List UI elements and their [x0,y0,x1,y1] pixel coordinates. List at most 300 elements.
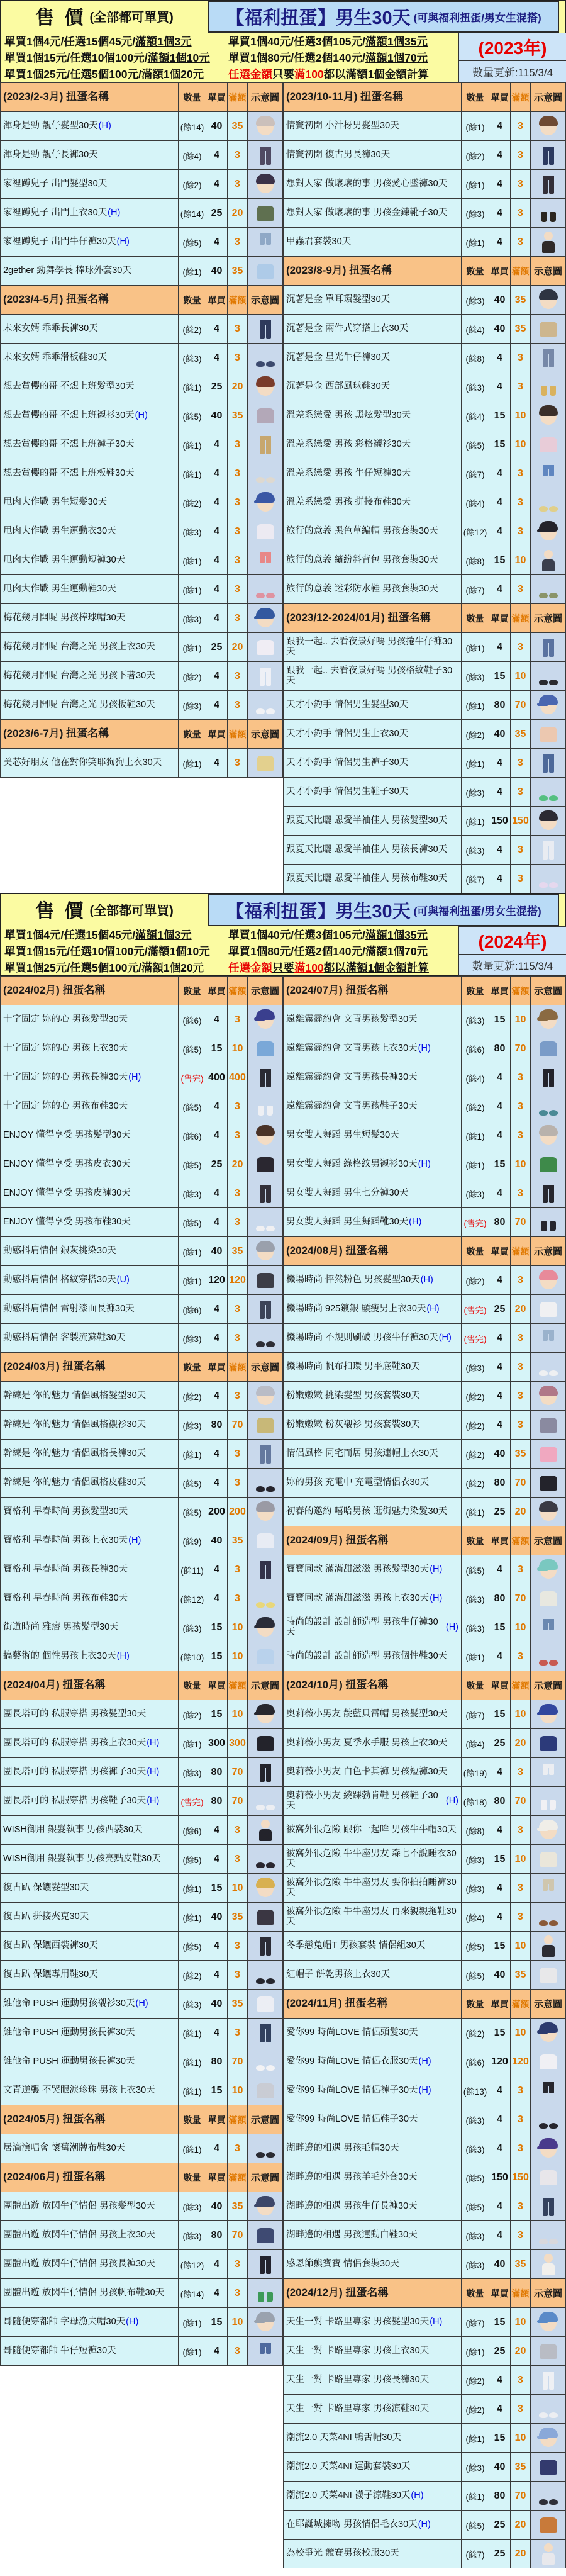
single-buy-price-cell: 4 [489,1555,511,1584]
quantity-update-label: 數量更新:115/3/4 [472,960,553,972]
full-amount-price-cell: 35 [511,315,531,343]
quantity-cell: (餘14) [179,199,206,227]
month-header-label: (2023/2-3月) 扭蛋名稱 [1,83,179,111]
quantity-cell: (餘1) [179,1237,206,1265]
item-name-cell: WISH御用 銀髮執事 男孩西裝30天 [1,1816,179,1844]
item-name-cell: 天生一對 卡路里專家 男孩長褲30天 [284,2366,462,2394]
item-name-cell: 旅行的意義 繽紛斜背包 男孩套裝30天 [284,546,462,574]
set-icon [253,1817,277,1844]
item-image-cell [531,1382,566,1410]
item-row [0,1787,283,1816]
shoes-icon [253,1325,277,1352]
full-amount-price-cell: 3 [228,1324,248,1352]
price-line-segment: 滿100 [294,68,324,81]
quantity-cell: (售完) [462,1295,489,1323]
shorts-icon [536,1759,560,1786]
single-buy-price-cell: 40 [206,112,228,140]
month-header-row [0,1671,283,1700]
quantity-cell: (餘6) [179,1005,206,1034]
item-image-cell [248,344,283,372]
hot-tag: (H) [147,1737,160,1748]
pants-icon [536,2367,560,2394]
quantity-cell: (餘18) [462,1787,489,1815]
full-amount-price-cell: 70 [228,1411,248,1439]
welfare-gacha-title-text: 【福利扭蛋】男生30天 [226,8,411,28]
quantity-cell: (餘1) [462,1121,489,1150]
item-image-cell [248,1816,283,1844]
item-row [283,1179,566,1208]
month-header-row [0,83,283,112]
price-line [228,33,457,50]
quantity-cell: (餘9) [179,1526,206,1555]
single-buy-price-cell: 25 [489,2511,511,2539]
item-image-cell [531,691,566,719]
shorts-icon [253,229,277,255]
full-amount-price-cell: 3 [228,170,248,198]
full-amount-price-cell: 3 [511,1642,531,1671]
item-name-cell: 動感抖肩情侶 銀灰挑染30天 [1,1237,179,1265]
item-image-cell [248,199,283,227]
shoes-icon [253,2136,277,2162]
full-amount-price-cell: 3 [511,112,531,140]
quantity-column-header: 數量 [179,83,206,111]
single-buy-price-cell: 4 [489,865,511,893]
hat-icon [536,2425,560,2451]
single-buy-price-cell: 4 [206,459,228,488]
hot-tag: (H) [128,1072,142,1082]
shoes-icon [253,576,277,603]
full-amount-price-cell: 3 [228,575,248,603]
single-buy-price-cell: 4 [206,1845,228,1873]
item-name-cell: 跟夏天比曬 恩愛半袖佳人 男孩布鞋30天 [284,865,462,893]
full-amount-price-cell: 3 [228,430,248,459]
item-name-cell: 機場時尚 怦然粉色 男孩髮型30天 (H) [284,1266,462,1294]
quantity-column-header: 數量 [462,604,489,632]
item-name-cell: 遠離霧霾約會 文青男孩鞋子30天 [284,1092,462,1121]
item-image-cell [531,1295,566,1323]
quantity-cell: (餘6) [462,1034,489,1063]
item-image-cell [248,372,283,401]
item-name-cell: 被窩外很危險 牛牛座男友 森七不說睡衣30天 [284,1845,462,1873]
single-buy-price-cell: 4 [489,2076,511,2105]
item-image-cell [531,228,566,256]
item-image-cell [248,401,283,430]
item-name-cell: 甩肉大作戰 男生短髮30天 [1,488,179,517]
item-name-cell: 十字固定 妳的心 男孩布鞋30天 [1,1092,179,1121]
single-buy-price-cell: 4 [489,1382,511,1410]
full-amount-price-cell: 3 [228,546,248,574]
item-row [0,228,283,257]
item-row [0,2308,283,2337]
item-image-cell [531,1063,566,1092]
shoes-icon [536,490,560,516]
item-name-cell: 維他命 PUSH 運動男孩襯衫30天 (H) [1,1990,179,2018]
hat-icon [536,2020,560,2046]
quantity-cell: (餘4) [462,401,489,430]
single-buy-price-cell: 4 [206,2279,228,2307]
price-line [228,927,457,943]
item-name-cell: 在耶誕城擁吻 男孩情侶毛衣30天 (H) [284,2511,462,2539]
single-buy-price-cell: 4 [489,112,511,140]
quantity-cell: (餘1) [179,2076,206,2105]
table-panel-right [283,976,566,2568]
item-name-cell: 十字固定 妳的心 男孩上衣30天 [1,1034,179,1063]
item-name-cell: 被窩外很危險 跟你一起哞 男孩牛牛帽30天 [284,1816,462,1844]
single-buy-price-cell: 4 [489,1816,511,1844]
single-buy-column-header: 單買 [206,2163,228,2192]
month-header-row [0,2163,283,2192]
sale-price-title-sub: (全部都可單買) [89,10,174,25]
item-row [283,2105,566,2134]
item-name-cell: 梅花幾月開呢 台灣之光 男孩上衣30天 [1,633,179,661]
single-buy-price-cell: 4 [489,344,511,372]
hot-tag: (H) [426,1303,440,1314]
item-name-cell: 復古趴 保鑣髮型30天 [1,1874,179,1902]
welfare-gacha-title-text: 【福利扭蛋】男生30天 [226,902,411,922]
item-name-cell: 天生一對 卡路里專家 男孩上衣30天 [284,2337,462,2365]
full-amount-price-cell: 3 [511,488,531,517]
full-amount-price-cell: 3 [511,778,531,806]
quantity-cell: (餘14) [179,112,206,140]
item-row [283,575,566,604]
month-header-row [283,1671,566,1700]
single-buy-price-cell: 15 [489,2019,511,2047]
item-image-cell [531,1411,566,1439]
item-image-cell [531,1613,566,1642]
item-image-cell [248,1526,283,1555]
quantity-cell: (餘1) [179,1874,206,1902]
quantity-cell: (餘7) [462,865,489,893]
pants-icon [536,634,560,661]
quantity-cell: (餘19) [462,1758,489,1786]
item-image-cell [531,401,566,430]
hot-tag: (H) [128,1535,142,1545]
hot-tag: (H) [126,2316,139,2327]
single-buy-price-cell: 4 [489,1903,511,1931]
single-buy-price-cell: 4 [206,1179,228,1207]
shorts-icon [253,547,277,574]
item-name-cell: 維他命 PUSH 運動男孩長褲30天 [1,2019,179,2047]
price-line [228,960,457,976]
item-row [283,836,566,865]
item-name-cell: 梅花幾月開呢 男孩棒球帽30天 [1,604,179,632]
single-buy-price-cell: 4 [206,430,228,459]
quantity-cell: (餘3) [462,2453,489,2481]
item-row [0,517,283,546]
quantity-cell: (餘1) [179,749,206,777]
quantity-cell: (餘3) [462,2134,489,2163]
quantity-cell: (餘3) [462,1613,489,1642]
item-row [0,749,283,778]
price-line [4,33,225,50]
item-image-cell [531,1005,566,1034]
full-amount-price-cell: 70 [511,1208,531,1236]
item-name-cell: 寶寶同款 滿滿甜滋滋 男孩髮型30天 (H) [284,1555,462,1584]
item-image-cell [531,1729,566,1757]
pants-icon [536,171,560,198]
hot-tag: (H) [418,2056,431,2066]
item-name-cell: 街道時尚 雅痞 男孩髮型30天 [1,1613,179,1642]
single-buy-price-cell: 4 [206,2337,228,2365]
quantity-cell: (餘3) [179,1758,206,1786]
full-amount-price-cell: 120 [511,2047,531,2076]
item-row [283,662,566,691]
item-image-cell [531,2221,566,2249]
single-buy-price-cell: 40 [206,1237,228,1265]
hat-icon [536,2309,560,2336]
item-row [283,749,566,778]
image-column-header: 示意圖 [531,1990,566,2018]
price-line-segment: 單買1個40元/任選3個105元/ [228,35,365,48]
item-row [0,1208,283,1237]
item-row [0,199,283,228]
single-buy-price-cell: 4 [489,1179,511,1207]
item-name-cell: 奧莉薇小男友 繞踝勃肯鞋 男孩鞋子30天 (H) [284,1787,462,1815]
item-image-cell [531,2019,566,2047]
item-row [283,691,566,720]
quantity-cell: (餘3) [462,2221,489,2249]
top-icon [536,432,560,458]
item-name-cell: 被窩外很危險 牛牛座男友 再來親親拖鞋30天 [284,1903,462,1931]
single-buy-price-cell: 300 [206,1729,228,1757]
single-buy-price-cell: 4 [489,1092,511,1121]
single-buy-price-cell: 4 [206,546,228,574]
table-columns [0,976,566,2568]
quantity-cell: (餘3) [179,691,206,719]
single-buy-price-cell: 4 [489,1874,511,1902]
single-buy-column-header: 單買 [206,2105,228,2134]
top-icon [536,1586,560,1612]
quantity-cell: (餘1) [462,807,489,835]
item-row [0,1324,283,1353]
item-image-cell [531,1961,566,1989]
item-row [283,2047,566,2076]
item-image-cell [531,749,566,777]
item-row [283,1787,566,1816]
quantity-cell: (餘1) [179,1903,206,1931]
hair-icon [536,113,560,140]
single-buy-price-cell: 4 [489,2105,511,2134]
full-amount-price-cell: 3 [511,1353,531,1381]
quantity-cell: (餘3) [462,199,489,227]
quantity-column-header: 數量 [179,2163,206,2192]
pants-icon [253,1933,277,1959]
pants-icon [253,1296,277,1323]
item-row [283,2019,566,2047]
month-header-label: (2024/08月) 扭蛋名稱 [284,1237,462,1265]
item-row [0,2279,283,2308]
item-image-cell [531,1845,566,1873]
single-buy-price-cell: 4 [206,691,228,719]
item-image-cell [248,1700,283,1728]
quantity-cell: (餘3) [179,1179,206,1207]
single-buy-column-header: 單買 [489,1237,511,1265]
full-amount-price-cell: 3 [228,1555,248,1584]
item-row [283,199,566,228]
item-image-cell [248,170,283,198]
price-line [4,66,225,82]
full-amount-price-cell: 3 [511,1324,531,1352]
top-icon [253,750,277,776]
full-amount-column-header: 滿額 [511,604,531,632]
single-buy-column-header: 單買 [206,977,228,1005]
shoes-icon [253,461,277,487]
item-name-cell: 天才小釣手 情侶男生褲子30天 [284,749,462,777]
single-buy-price-cell: 15 [489,2424,511,2452]
item-image-cell [531,2540,566,2568]
single-buy-price-cell: 40 [206,2192,228,2220]
quantity-cell: (餘6) [179,1816,206,1844]
full-amount-price-cell: 35 [228,1990,248,2018]
full-amount-price-cell: 3 [228,459,248,488]
item-image-cell [248,662,283,690]
quantity-cell: (餘8) [462,546,489,574]
quantity-cell: (餘4) [462,1063,489,1092]
hair-icon [536,808,560,834]
table-panel-left [0,976,283,2366]
quantity-cell: (餘5) [179,1034,206,1063]
full-amount-price-cell: 3 [228,1179,248,1207]
full-amount-price-cell: 3 [511,2366,531,2394]
single-buy-price-cell: 4 [489,836,511,864]
sale-price-title-text: 售 價 [35,901,86,922]
quantity-cell: (餘5) [179,1498,206,1526]
item-name-cell: 天生一對 卡路里專家 男孩涼鞋30天 [284,2395,462,2423]
item-image-cell [248,546,283,574]
item-row [0,430,283,459]
item-row [0,1642,283,1671]
item-row [283,1613,566,1642]
month-header-row [283,257,566,286]
item-name-cell: 遠離霧霾約會 文青男孩髮型30天 [284,1005,462,1034]
item-name-cell: 情侶風格 同宅而居 男孩連帽上衣30天 [284,1440,462,1468]
item-name-cell: 男女雙人舞蹈 男生七分褲30天 [284,1179,462,1207]
item-row [0,2134,283,2163]
image-column-header: 示意圖 [531,83,566,111]
item-row [0,1555,283,1584]
quantity-cell: (餘5) [462,1932,489,1960]
item-image-cell [248,1382,283,1410]
top-icon [253,2078,277,2104]
full-amount-price-cell: 10 [511,1005,531,1034]
item-image-cell [531,1121,566,1150]
shoes-icon [536,1354,560,1380]
full-amount-column-header: 滿額 [228,83,248,111]
set-icon [536,229,560,255]
item-row [0,1179,283,1208]
single-buy-price-cell: 15 [489,430,511,459]
price-line-segment: 任選金額 [228,961,272,974]
top-icon [536,2454,560,2480]
item-row [283,488,566,517]
full-amount-price-cell: 20 [511,2337,531,2365]
full-amount-price-cell: 3 [228,315,248,343]
single-buy-price-cell: 4 [489,488,511,517]
full-amount-price-cell: 35 [511,2250,531,2278]
quantity-cell: (餘5) [179,1092,206,1121]
price-line-segment: 滿100 [294,961,324,974]
item-row [0,1961,283,1990]
item-name-cell: 家裡蹲兒子 出門髮型30天 [1,170,179,198]
quantity-column-header: 數量 [179,286,206,314]
item-row [0,1121,283,1150]
item-name-cell: 冬季戀兔帽T 男孩套裝 情侶組30天 [284,1932,462,1960]
item-row [0,372,283,401]
full-amount-price-cell: 10 [511,1150,531,1179]
full-amount-price-cell: 3 [511,2192,531,2220]
quantity-column-header: 數量 [462,1526,489,1555]
month-header-label: (2024/07月) 扭蛋名稱 [284,977,462,1005]
single-buy-column-header: 單買 [489,1990,511,2018]
top-icon [253,258,277,284]
item-image-cell [531,1179,566,1207]
item-row [283,1584,566,1613]
price-line-segment: 都以 [323,961,346,974]
item-image-cell [531,2453,566,2481]
item-row [283,1700,566,1729]
full-amount-price-cell: 70 [511,1469,531,1497]
item-name-cell: 感恩節熊寶寶 情侶套裝30天 [284,2250,462,2278]
quantity-cell: (餘3) [179,604,206,632]
single-buy-column-header: 單買 [489,604,511,632]
single-buy-price-cell: 4 [489,459,511,488]
item-row [0,1498,283,1526]
item-row [0,1700,283,1729]
single-buy-price-cell: 120 [489,2047,511,2076]
quantity-cell: (餘3) [462,662,489,690]
top-icon [536,1151,560,1178]
image-column-header: 示意圖 [531,1671,566,1700]
item-name-cell: 十字固定 妳的心 男孩髮型30天 [1,1005,179,1034]
quantity-cell: (餘8) [462,1816,489,1844]
single-buy-price-cell: 80 [206,1787,228,1815]
item-row [0,2076,283,2105]
quantity-cell: (餘2) [462,1266,489,1294]
item-name-cell: 復古趴 保鑣專用鞋30天 [1,1961,179,1989]
item-name-cell: 寶格利 早春時尚 男孩髮型30天 [1,1498,179,1526]
price-line-segment: 只要 [272,961,294,974]
pricing-header-band [0,0,566,82]
item-image-cell [248,2221,283,2249]
item-image-cell [248,1440,283,1468]
hot-tag: (U) [116,1274,130,1285]
item-image-cell [531,488,566,517]
single-buy-price-cell: 4 [206,228,228,256]
full-amount-price-cell: 3 [228,1440,248,1468]
quantity-cell: (餘12) [179,1584,206,1613]
item-row [283,865,566,893]
top-icon [253,2222,277,2249]
hat-icon [536,692,560,719]
quantity-cell: (餘1) [179,2337,206,2365]
quantity-cell: (餘3) [179,1613,206,1642]
item-image-cell [248,1005,283,1034]
quantity-cell: (餘3) [462,286,489,314]
full-amount-column-header: 滿額 [511,1526,531,1555]
single-buy-price-cell: 4 [489,1121,511,1150]
quantity-cell: (售完) [462,1208,489,1236]
single-buy-price-cell: 15 [206,2076,228,2105]
month-header-row [0,1353,283,1382]
pants-icon [253,1759,277,1786]
full-amount-price-cell: 10 [511,2424,531,2452]
item-image-cell [531,344,566,372]
single-buy-price-cell: 80 [206,2047,228,2076]
quantity-column-header: 數量 [462,83,489,111]
item-name-cell: 沉著是金 星光牛仔褲30天 [284,344,462,372]
quantity-cell: (餘3) [462,2250,489,2278]
item-name-cell: 復古趴 保鑣西裝褲30天 [1,1932,179,1960]
